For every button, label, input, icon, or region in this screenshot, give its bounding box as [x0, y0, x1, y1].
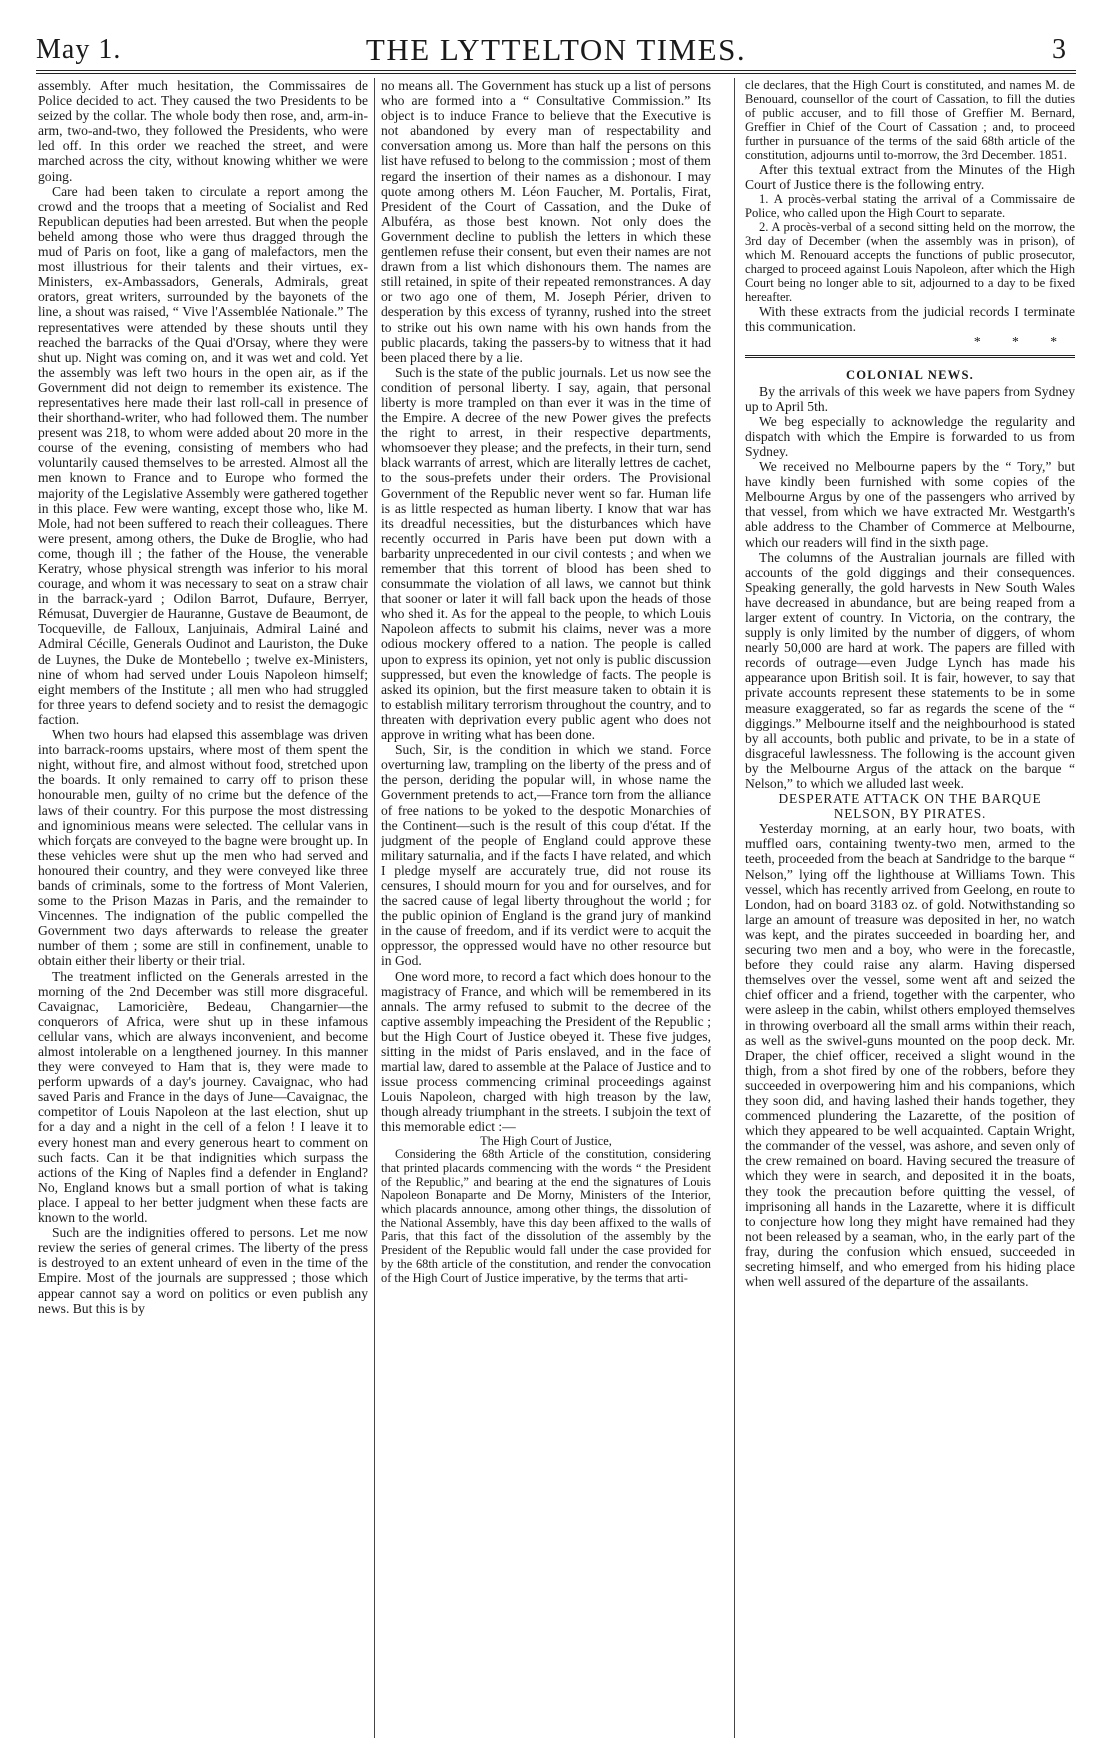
- paragraph: By the arrivals of this week we have papers from Sydney up to April 5th.: [745, 383, 1075, 414]
- paragraph: assembly. After much hesitation, the Commissaires de Police decided to act. They caused the two Presidents to be seized by the collar. The whole body then rose, and, arm-in-arm, two-and-two, they followed the Presidents, who were led off. In this order we reached the street, and were marched across the city, without knowing whither we were going.: [38, 78, 368, 184]
- minutes-list: [745, 192, 1075, 304]
- masthead-rule-inner: [36, 73, 1076, 74]
- paragraph: The columns of the Australian journals are filled with accounts of the gold diggings and their consequences. Speaking generally, the gold harvests in New South Wales have decreased in abundance, but are being reaped from a larger extent of country. In Victoria, on the contrary, the supply is only limited by the number of diggers, of whom nearly 50,000 are hard at work. The papers are filled with records of outrage—even Judge Lynch has made his appearance upon British soil. It is fair, however, to say that private accounts represent these statements to be in some measure exaggerated, so far as regards the scene of the “ diggings.” Melbourne itself and the neighbourhood is stated by all accounts, both public and private, to be in a state of disgraceful lawlessness. The following is the account given by the Melbourne Argus of the attack on the barque “ Nelson,” to which we alluded last week.: [745, 549, 1075, 791]
- article-subheading: NELSON, BY PIRATES.: [833, 806, 987, 822]
- column-3: [745, 78, 1075, 1738]
- paragraph: The treatment inflicted on the Generals arrested in the morning of the 2nd December was still more disgraceful. Cavaignac, Lamoricière, Bedeau, Changarnier—the conquerors of Africa, were shut up in these infamous cellular vans, which are always inconvenient, and become almost intolerable on a lengthened journey. In this manner they were conveyed to Ham that is, they were made to perform upwards of a day's journey. Cavaignac, who had saved Paris and France in the days of June—Cavaignac, the competitor of Louis Napoleon at the last election, shut up for a day and a night in the cell of a felon ! I leave it to every honest man and every generous heart to comment on such facts. Can it be that indignities which surpass the actions of the King of Naples find a defender in England? No, England knows but a small portion of what is taking place. I appeal to her better judgment when these facts are known to the world.: [38, 968, 368, 1226]
- paragraph: Such are the indignities offered to persons. Let me now review the series of general crimes. The liberty of the press is destroyed to an extent unheard of even in the time of the Empire. Most of the journals are suppressed ; those which appear cannot say a word on politics or even publish any news. But this is by: [38, 1225, 368, 1316]
- paragraph: no means all. The Government has stuck up a list of persons who are formed into a “ Consultative Commission.” Its object is to induce France to believe that the Executive is not abandoned by every man of respectability and conversation among us. More than half the persons on this list have refused to belong to the commission ; most of them regard the insertion of their names as a dishonour. I may quote among others M. Léon Faucher, M. Portalis, Firat, President of the Court of Cassation, and the Duke of Albuféra, as those best known. Not only does the Government decline to publish the letters in which these gentlemen refuse their consent, but even their names are not drawn from a list which dishonours them. The names are still retained, in spite of their repeated remonstrances. A day or two ago one of them, M. Joseph Périer, driven to desperation by this excess of tyranny, rushed into the street to strike out his own name with his own hands from the public placards, taking the passers-by to witness that it had been placed there by a lie.: [381, 78, 711, 365]
- edict-heading: The High Court of Justice,: [480, 1133, 612, 1148]
- list-item: 2. A procès-verbal of a second sitting held on the morrow, the 3rd day of December (when the assembly was in prison), of which M. Renouard accepts the functions of public prosecutor, charged to proceed against Louis Napoleon, after which the High Court being no longer able to sit, adjourned to a day to be fixed hereafter.: [745, 220, 1075, 305]
- page-number: 3: [1052, 34, 1066, 65]
- paragraph: With these extracts from the judicial records I terminate this communication.: [745, 304, 1075, 335]
- paragraph: Such, Sir, is the condition in which we stand. Force overturning law, trampling on the liberty of the press and of the person, deriding the popular will, in whose name the Government pretends to act,—France torn from the alliance of free nations to be yoked to the despotic Monarchies of the Continent—such is the result of this coup d'état. If the judgment of the people of England could approve these military saturnalia, and if the facts I have related, and which I pledge myself are accurately true, did not rouse its censures, I should mourn for you and for ourselves, and for the sacred cause of legal liberty throughout the world ; for the public opinion of England is the grand jury of mankind in the cause of freedom, and if its verdict were to acquit the oppressor, the oppressed would have no other resource but in God.: [381, 742, 711, 969]
- paragraph: We received no Melbourne papers by the “ Tory,” but have kindly been furnished with some copies of the Melbourne Argus by one of the passengers who arrived by that vessel, from which we have extracted Mr. Westgarth's able address to the Chamber of Commerce at Melbourne, which our readers will find in the sixth page.: [745, 459, 1075, 550]
- column-divider-1: [374, 78, 375, 1738]
- list-item: 1. A procès-verbal stating the arrival of a Commissaire de Police, who called upon the High Court to separate.: [745, 192, 1075, 221]
- masthead-rule: [36, 70, 1076, 71]
- column-divider-2: [734, 78, 735, 1738]
- paragraph: Care had been taken to circulate a report among the crowd and the troops that a meeting of Socialist and Red Republican deputies had been arrested. But when the people beheld among those who were thus dragged through the mud of Paris on foot, like a gang of malefactors, men the most illustrious for their talents and their virtues, ex-Ministers, ex-Ambassadors, Generals, Admirals, great orators, great writers, surrounded by the bayonets of the line, a shout was raised, “ Vive l'Assemblée Nationale.” The representatives were attended by these shouts until they reached the barracks of the Quai d'Orsay, where they were shut up. Night was coming on, and it was wet and cold. Yet the assembly was left two hours in the open air, as if the Government did not deign to remember its existence. The representatives here made their last roll-call in presence of their shorthand-writer, who had followed them. The number present was 218, to whom were added about 20 more in the course of the evening, consisting of members who had voluntarily caused themselves to be arrested. Almost all the men known to France and to Europe who formed the majority of the Legislative Assembly were gathered together in this place. Few were wanting, except those who, like M. Mole, had not been suffered to reach their colleagues. There were present, among others, the Duke de Broglie, who had come, though ill ; the father of the House, the venerable Keratry, whose physical strength was inferior to his moral courage, and whom it was necessary to seat on a straw chair in the barrack-yard ; Odilon Barrot, Dufaure, Berryer, Rémusat, Duvergier de Hauranne, Gustave de Beaumont, de Tocqueville, de Falloux, Lanjuinais, Admiral Lainé and Admiral Cécille, Generals Oudinot and Lauriston, the Duke de Luynes, the Duke de Montebello ; twelve ex-Ministers, nine of whom had served under Louis Napoleon himself; eight members of the Institute ; all men who had struggled for three years to defend society and to resist the demagogic faction.: [38, 183, 368, 727]
- section-end-stars: * * *: [973, 334, 1071, 350]
- paragraph: After this textual extract from the Minutes of the High Court of Justice there is the following entry.: [745, 162, 1075, 193]
- section-heading: COLONIAL NEWS.: [845, 368, 975, 383]
- paragraph: Such is the state of the public journals. Let us now see the condition of personal liberty. I say, again, that personal liberty is more trampled on than ever it was in the time of the Empire. A decree of the new Power gives the prefects the right to arrest, in their respective departments, whomsoever they please; and the prefects, in their turn, send black warrants of arrest, which are literally lettres de cachet, to the sous-prefets under their orders. The Provisional Government of the Republic never went so far. Human life is as little respected as human liberty. I know that war has its dreadful necessities, but the disturbances which have recently occurred in Paris have been put down with a barbarity unprecedented in our civil contests ; and when we remember that this torrent of blood has been shed to consummate the violation of all laws, we cannot but think that sooner or later it will fall back upon the heads of those who shed it. As for the appeal to the people, to which Louis Napoleon affects to submit his claims, never was a more odious mockery offered to a nation. The people is called upon to express its opinion, yet not only is public discussion suppressed, but even the knowledge of facts. The people is asked its opinion, but the first measure taken to obtain it is to establish military terrorism throughout the country, and to threaten with deprivation every public agent who does not approve in writing what has been done.: [381, 364, 711, 743]
- column-2: [381, 78, 711, 1738]
- edict-continued: [745, 78, 1075, 162]
- issue-date: May 1.: [36, 34, 122, 65]
- edict-text: Considering the 68th Article of the constitution, considering that printed placards commencing with the words “ the President of the Republic,” and bearing at the end the signatures of Louis Napoleon Bonaparte and De Morny, Ministers of the Interior, which placards announce, among other things, the dissolution of the National Assembly, have this day been affixed to the walls of Paris, that this fact of the dissolution of the assembly by the President of the Republic would fall under the case provided for by the 68th article of the constitution, and render the convocation of the High Court of Justice imperative, by the terms that arti-: [381, 1147, 711, 1285]
- edict-text: cle declares, that the High Court is constituted, and names M. de Benouard, counsellor of the court of Cassation, to fill the duties of public accuser, and to fill those of Greffier M. Bernard, Greffier in Chief of the Court of Cassation ; and, to proceed further in pursuance of the terms of the said 68th article of the constitution, adjourns until to-morrow, the 3rd December. 1851.: [745, 78, 1075, 162]
- paragraph: When two hours had elapsed this assemblage was driven into barrack-rooms upstairs, where most of them spent the night, without fire, and almost without food, stretched upon the boards. It only remained to carry off to prison these honourable men, guilty of no crime but the defence of the laws of their country. For this purpose the most distressing and ignominious means were selected. The cellular vans in which forçats are conveyed to the bagne were brought up. In these vehicles were shut up the men who had served and honoured their country, and they were conveyed like three bands of criminals, some to the fortress of Mont Valerien, some to the Prison Mazas in Paris, and the remainder to Vincennes. The indignation of the public compelled the Government two days afterwards to release the greater number of them ; some are still in confinement, unable to obtain either their liberty or their trial.: [38, 727, 368, 969]
- column-1: [38, 78, 368, 1738]
- article-heading: DESPERATE ATTACK ON THE BARQUE: [778, 791, 1042, 807]
- paragraph: Yesterday morning, at an early hour, two boats, with muffled oars, containing twenty-two men, armed to the teeth, proceeded from the beach at Sandridge to the barque “ Nelson,” lying off the lighthouse at Williams Town. This vessel, which has recently arrived from Geelong, en route to London, had on board 3183 oz. of gold. Notwithstanding so large an amount of treasure was deposited in her, no watch was kept, and the pirates succeeded in boarding her, and securing two men and a boy, who were in the forecastle, before they could raise any alarm. Having dispersed themselves over the vessel, some went aft and seized the chief officer and a friend, together with the carpenter, who were asleep in the cabin, whilst others employed themselves in throwing overboard all the small arms within their reach, as well as the swivel-guns mounted on the poop deck. Mr. Draper, the chief officer, received a slight wound in the thigh, from a shot fired by one of the robbers, before they succeeded in overpowering him and his companions, which they soon did, and having lashed their hands together, they commenced plundering the Lazarette, of the position of which they appeared to be well acquainted. Captain Wright, the commander of the vessel, was ashore, and seven only of the crew remained on board. Having secured the treasure of which they were in search, and deposited it in the boats, they took the precaution before quitting the vessel, of imprisoning all hands in the Lazarette, where it is difficult to conjecture how long they might have remained had they not been released by a seaman, who, in the early part of the fray, during the confusion which ensued, succeeded in secreting himself, and who emerged from his hiding place when well assured of the departure of the assailants.: [745, 821, 1075, 1290]
- paragraph: One word more, to record a fact which does honour to the magistracy of France, and which will be remembered in its annals. The army refused to submit to the decree of the captive assembly impeaching the President of the Republic ; but the High Court of Justice obeyed it. These five judges, sitting in the midst of Paris enslaved, and in the face of martial law, dared to assemble at the Palace of Justice and to issue process commencing criminal proceedings against Louis Napoleon, charged with high treason by the law, though already triumphant in the streets. I subjoin the text of this memorable edict :—: [381, 968, 711, 1135]
- paragraph: We beg especially to acknowledge the regularity and dispatch with which the Empire is forwarded to us from Sydney.: [745, 413, 1075, 459]
- section-divider: [745, 355, 1075, 358]
- edict: [381, 1135, 711, 1286]
- newspaper-title: THE LYTTELTON TIMES.: [365, 32, 747, 67]
